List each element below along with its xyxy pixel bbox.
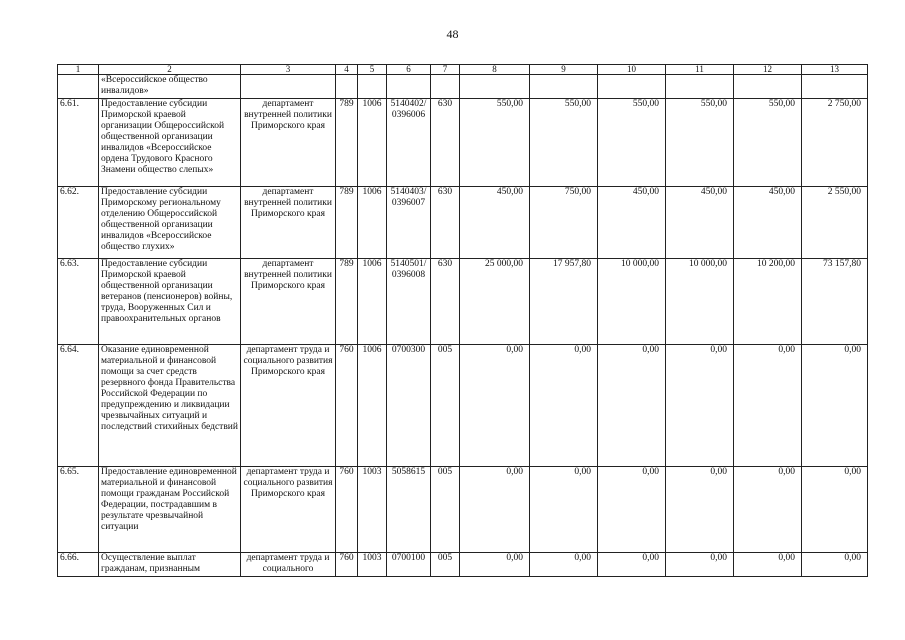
budget-table [57, 64, 868, 577]
table-row [58, 75, 868, 99]
cell-col4: 789 [336, 259, 358, 345]
col-header: 9 [530, 65, 598, 75]
cell-col9 [530, 75, 598, 99]
row-number: 6.65. [58, 467, 99, 553]
cell-col13 [802, 75, 868, 99]
page-number: 48 [446, 27, 459, 41]
cell-col6: 0700100 [387, 553, 431, 577]
row-number [58, 75, 99, 99]
row-description: Предоставление субсидии Приморскому региональному отделению Общероссийской общественной организации инвалидов «Всероссийское общество глухих» [99, 187, 241, 259]
row-department [241, 75, 336, 99]
cell-col4 [336, 75, 358, 99]
cell-col7: 005 [431, 553, 460, 577]
cell-col5: 1006 [358, 187, 387, 259]
cell-col13: 73 157,80 [802, 259, 868, 345]
cell-col5 [358, 75, 387, 99]
cell-col12: 0,00 [734, 467, 802, 553]
row-description: «Всероссийское общество инвалидов» [99, 75, 241, 99]
row-department: департамент внутренней политики Приморского края [241, 187, 336, 259]
row-number: 6.64. [58, 345, 99, 467]
col-header: 5 [358, 65, 387, 75]
table-row [58, 553, 868, 577]
cell-col5: 1003 [358, 553, 387, 577]
cell-col10: 0,00 [598, 553, 666, 577]
row-description: Предоставление единовременной материальной и финансовой помощи гражданам Российской Федерации, пострадавшим в результате чрезвычайной ситуации [99, 467, 241, 553]
cell-col4: 789 [336, 99, 358, 187]
cell-col8: 0,00 [460, 345, 530, 467]
cell-col11: 450,00 [666, 187, 734, 259]
cell-col9: 0,00 [530, 553, 598, 577]
cell-col13: 2 550,00 [802, 187, 868, 259]
col-header: 8 [460, 65, 530, 75]
cell-col11: 0,00 [666, 467, 734, 553]
table-row [58, 345, 868, 467]
cell-col8: 0,00 [460, 467, 530, 553]
cell-col9: 17 957,80 [530, 259, 598, 345]
col-header: 4 [336, 65, 358, 75]
cell-col7: 005 [431, 467, 460, 553]
col-header: 3 [241, 65, 336, 75]
row-description: Оказание единовременной материальной и финансовой помощи за счет средств резервного фонда Правительства Российской Федерации по предупреждению и ликвидации чрезвычайных ситуаций и последствий стихийных бедствий [99, 345, 241, 467]
cell-col4: 760 [336, 345, 358, 467]
cell-col6: 0700300 [387, 345, 431, 467]
row-number: 6.61. [58, 99, 99, 187]
cell-col8 [460, 75, 530, 99]
cell-col10: 450,00 [598, 187, 666, 259]
row-department: департамент внутренней политики Приморского края [241, 259, 336, 345]
cell-col10: 0,00 [598, 467, 666, 553]
cell-col7: 630 [431, 259, 460, 345]
header-row [58, 65, 868, 75]
row-description: Предоставление субсидии Приморской краевой организации Общероссийской общественной организации инвалидов «Всероссийское ордена Трудового Красного Знамени общество слепых» [99, 99, 241, 187]
col-header: 13 [802, 65, 868, 75]
cell-col11: 550,00 [666, 99, 734, 187]
cell-col4: 789 [336, 187, 358, 259]
col-header: 1 [58, 65, 99, 75]
cell-col6 [387, 75, 431, 99]
cell-col12: 0,00 [734, 345, 802, 467]
col-header: 10 [598, 65, 666, 75]
cell-col13: 2 750,00 [802, 99, 868, 187]
table-row [58, 259, 868, 345]
cell-col7: 005 [431, 345, 460, 467]
cell-col12: 0,00 [734, 553, 802, 577]
cell-col13: 0,00 [802, 553, 868, 577]
cell-col6: 5140402/ 0396006 [387, 99, 431, 187]
table-row [58, 467, 868, 553]
cell-col7: 630 [431, 99, 460, 187]
col-header: 7 [431, 65, 460, 75]
cell-col8: 450,00 [460, 187, 530, 259]
cell-col12: 450,00 [734, 187, 802, 259]
cell-col9: 750,00 [530, 187, 598, 259]
row-department: департамент труда и социального развития Приморского края [241, 467, 336, 553]
cell-col9: 550,00 [530, 99, 598, 187]
cell-col5: 1006 [358, 345, 387, 467]
col-header: 2 [99, 65, 241, 75]
table-row [58, 187, 868, 259]
row-number: 6.62. [58, 187, 99, 259]
row-number: 6.63. [58, 259, 99, 345]
row-department: департамент труда и социального развития Приморского края [241, 345, 336, 467]
cell-col9: 0,00 [530, 467, 598, 553]
cell-col12: 550,00 [734, 99, 802, 187]
cell-col8: 25 000,00 [460, 259, 530, 345]
cell-col13: 0,00 [802, 345, 868, 467]
cell-col6: 5140403/ 0396007 [387, 187, 431, 259]
row-number: 6.66. [58, 553, 99, 577]
col-header: 6 [387, 65, 431, 75]
cell-col13: 0,00 [802, 467, 868, 553]
cell-col11: 0,00 [666, 553, 734, 577]
cell-col12 [734, 75, 802, 99]
cell-col6: 5140501/ 0396008 [387, 259, 431, 345]
cell-col8: 0,00 [460, 553, 530, 577]
cell-col12: 10 200,00 [734, 259, 802, 345]
col-header: 12 [734, 65, 802, 75]
cell-col5: 1003 [358, 467, 387, 553]
row-description: Осуществление выплат гражданам, признанным [99, 553, 241, 577]
cell-col10: 550,00 [598, 99, 666, 187]
cell-col4: 760 [336, 553, 358, 577]
cell-col10 [598, 75, 666, 99]
cell-col5: 1006 [358, 259, 387, 345]
cell-col4: 760 [336, 467, 358, 553]
cell-col11: 10 000,00 [666, 259, 734, 345]
cell-col8: 550,00 [460, 99, 530, 187]
cell-col9: 0,00 [530, 345, 598, 467]
cell-col10: 0,00 [598, 345, 666, 467]
cell-col11 [666, 75, 734, 99]
row-department: департамент труда и социального [241, 553, 336, 577]
row-description: Предоставление субсидии Приморской краевой общественной организации ветеранов (пенсионеров) войны, труда, Вооруженных Сил и правоохранительных органов [99, 259, 241, 345]
cell-col5: 1006 [358, 99, 387, 187]
cell-col7: 630 [431, 187, 460, 259]
cell-col11: 0,00 [666, 345, 734, 467]
col-header: 11 [666, 65, 734, 75]
table-row [58, 99, 868, 187]
row-department: департамент внутренней политики Приморского края [241, 99, 336, 187]
cell-col10: 10 000,00 [598, 259, 666, 345]
cell-col7 [431, 75, 460, 99]
cell-col6: 5058615 [387, 467, 431, 553]
